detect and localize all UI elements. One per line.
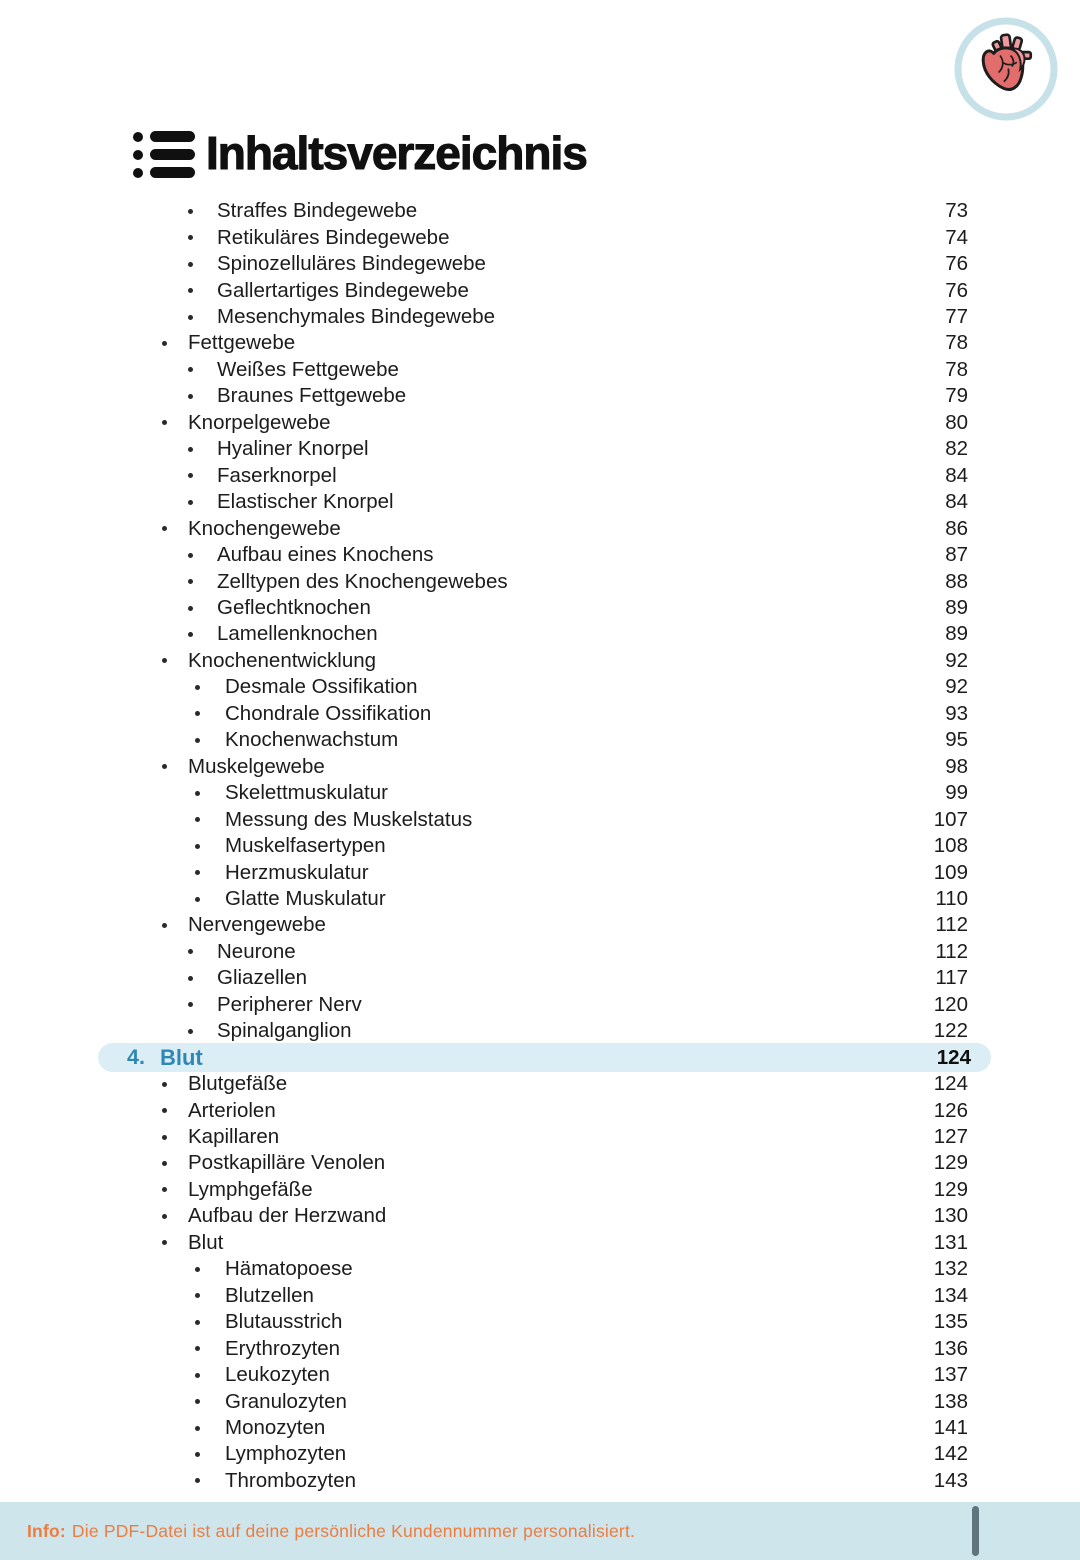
- toc-chapter-number: 4.: [127, 1045, 145, 1070]
- bullet-icon: [195, 1267, 200, 1272]
- bullet-icon: [188, 1029, 193, 1034]
- toc-page-number: 122: [933, 1019, 968, 1043]
- toc-page-number: 138: [933, 1389, 968, 1413]
- toc-page-number: 76: [945, 278, 968, 302]
- footer-info-label: Info:: [27, 1520, 66, 1541]
- toc-row[interactable]: [98, 357, 991, 383]
- toc-row[interactable]: [98, 1230, 991, 1256]
- toc-row[interactable]: [98, 1124, 991, 1150]
- toc-row[interactable]: [98, 674, 991, 700]
- bullet-icon: [188, 553, 193, 558]
- toc-label: Leukozyten: [225, 1363, 330, 1387]
- bullet-icon: [162, 1214, 167, 1219]
- toc-row[interactable]: [98, 330, 991, 356]
- toc-row[interactable]: [98, 965, 991, 991]
- toc-page-number: 76: [945, 252, 968, 276]
- list-icon-row: [133, 131, 195, 142]
- toc-label: Blut: [159, 1044, 203, 1070]
- bullet-icon: [195, 1399, 200, 1404]
- toc-label: Thrombozyten: [225, 1468, 357, 1492]
- toc-page-number: 126: [933, 1098, 968, 1122]
- footer-info-text: Die PDF-Datei ist auf deine persönliche Kundennummer personalisiert.: [71, 1520, 636, 1541]
- bullet-icon: [162, 658, 167, 663]
- bullet-icon: [195, 897, 200, 902]
- toc-label: Hämatopoese: [225, 1257, 353, 1281]
- list-icon: [133, 131, 195, 178]
- toc-label: Weißes Fettgewebe: [217, 357, 399, 381]
- toc-row[interactable]: [98, 568, 991, 594]
- toc-row[interactable]: [98, 224, 991, 250]
- bullet-icon: [162, 526, 167, 531]
- toc-page-number: 129: [933, 1177, 968, 1201]
- toc-label: Gliazellen: [217, 966, 308, 990]
- toc-row[interactable]: [98, 859, 991, 885]
- bullet-icon: [195, 844, 200, 849]
- toc-label: Fettgewebe: [188, 331, 296, 355]
- toc-label: Straffes Bindegewebe: [217, 199, 418, 223]
- toc-page-number: 84: [945, 463, 968, 487]
- toc-page-number: 124: [936, 1045, 971, 1069]
- toc-label: Granulozyten: [225, 1389, 347, 1413]
- toc-page-number: 134: [933, 1283, 968, 1307]
- bullet-icon: [188, 262, 193, 267]
- toc-row[interactable]: [98, 912, 991, 938]
- toc-label: Gallertartiges Bindegewebe: [217, 278, 469, 302]
- bullet-icon: [195, 791, 200, 796]
- toc-label: Muskelfasertypen: [225, 834, 386, 858]
- toc-row[interactable]: [98, 463, 991, 489]
- toc-row[interactable]: [98, 515, 991, 541]
- toc-page-number: 130: [933, 1204, 968, 1228]
- bullet-icon: [195, 685, 200, 690]
- toc-row[interactable]: [98, 806, 991, 832]
- toc-page-number: 141: [933, 1416, 968, 1440]
- toc-row[interactable]: [98, 992, 991, 1018]
- bullet-icon: [162, 923, 167, 928]
- bullet-icon: [188, 394, 193, 399]
- bullet-icon: [188, 579, 193, 584]
- toc-list: [98, 198, 991, 1494]
- page-title: Inhaltsverzeichnis: [206, 127, 587, 179]
- bullet-icon: [188, 235, 193, 240]
- toc-label: Spinalganglion: [217, 1019, 352, 1043]
- toc-label: Desmale Ossifikation: [225, 675, 418, 699]
- toc-label: Messung des Muskelstatus: [225, 807, 473, 831]
- toc-page-number: 117: [935, 966, 968, 990]
- toc-row[interactable]: [98, 1256, 991, 1282]
- toc-label: Geflechtknochen: [217, 596, 371, 620]
- toc-page-number: 127: [933, 1125, 968, 1149]
- bullet-icon: [162, 1108, 167, 1113]
- toc-label: Knochenentwicklung: [188, 648, 377, 672]
- bullet-icon: [188, 632, 193, 637]
- bullet-icon: [188, 209, 193, 214]
- toc-label: Hyaliner Knorpel: [217, 437, 369, 461]
- toc-page-number: 95: [945, 728, 968, 752]
- toc-label: Kapillaren: [188, 1125, 280, 1149]
- bullet-icon: [195, 1373, 200, 1378]
- toc-label: Lymphgefäße: [188, 1177, 313, 1201]
- toc-page-number: 112: [935, 913, 968, 937]
- toc-label: Skelettmuskulatur: [225, 781, 388, 805]
- toc-row[interactable]: [98, 621, 991, 647]
- list-icon-row: [133, 149, 195, 160]
- bullet-icon: [188, 949, 193, 954]
- toc-page-number: 136: [933, 1336, 968, 1360]
- toc-label: Aufbau der Herzwand: [188, 1204, 387, 1228]
- bullet-icon: [195, 1346, 200, 1351]
- toc-page-number: 77: [945, 305, 968, 329]
- toc-page-number: 78: [945, 331, 968, 355]
- toc-row[interactable]: [98, 251, 991, 277]
- toc-label: Retikuläres Bindegewebe: [217, 225, 450, 249]
- page-divider-bar: [972, 1506, 979, 1556]
- footer: [0, 1502, 1080, 1560]
- toc-page-number: 99: [945, 781, 968, 805]
- toc-chapter-row[interactable]: [98, 1043, 991, 1072]
- toc-row[interactable]: [98, 939, 991, 965]
- toc-page-number: 132: [933, 1257, 968, 1281]
- toc-page-number: 89: [945, 622, 968, 646]
- toc-row[interactable]: [98, 754, 991, 780]
- bullet-icon: [195, 1426, 200, 1431]
- toc-row[interactable]: [98, 277, 991, 303]
- bullet-icon: [188, 447, 193, 452]
- toc-row[interactable]: [98, 727, 991, 753]
- toc-page-number: 93: [945, 701, 968, 725]
- toc-page-number: 88: [945, 569, 968, 593]
- toc-row[interactable]: [98, 489, 991, 515]
- toc-label: Knorpelgewebe: [188, 410, 331, 434]
- toc-label: Glatte Muskulatur: [225, 887, 386, 910]
- toc-page-number: 120: [933, 992, 968, 1016]
- toc-page-number: 80: [945, 410, 968, 434]
- bullet-icon: [162, 1161, 167, 1166]
- toc-label: Nervengewebe: [188, 913, 326, 937]
- toc-label: Blutgefäße: [188, 1072, 288, 1096]
- anatomical-heart-icon: [954, 17, 1058, 121]
- toc-label: Mesenchymales Bindegewebe: [217, 305, 496, 329]
- toc-page-number: 89: [945, 596, 968, 620]
- toc-row[interactable]: [98, 1283, 991, 1309]
- toc-page-number: 92: [945, 675, 968, 699]
- toc-row[interactable]: [98, 1097, 991, 1123]
- toc-row[interactable]: [98, 436, 991, 462]
- heart-logo: [954, 17, 1058, 121]
- toc-label: Herzmuskulatur: [225, 860, 369, 884]
- toc-label: Blut: [188, 1230, 224, 1254]
- bullet-icon: [162, 1082, 167, 1087]
- bullet-icon: [188, 606, 193, 611]
- toc-page-number: 108: [933, 834, 968, 858]
- toc-row[interactable]: [98, 1415, 991, 1441]
- bullet-icon: [195, 1452, 200, 1457]
- bullet-icon: [195, 1478, 200, 1483]
- toc-label: Faserknorpel: [217, 463, 337, 487]
- bullet-icon: [162, 1240, 167, 1245]
- toc-label: Chondrale Ossifikation: [225, 701, 432, 725]
- bullet-icon: [195, 870, 200, 875]
- toc-label: Elastischer Knorpel: [217, 490, 394, 514]
- toc-row[interactable]: [98, 833, 991, 859]
- toc-page-number: 131: [933, 1230, 968, 1254]
- toc-row[interactable]: [98, 1388, 991, 1414]
- toc-row[interactable]: [98, 1441, 991, 1467]
- toc-page-number: 98: [945, 754, 968, 778]
- toc-page-number: 107: [933, 807, 968, 831]
- toc-page-number: 86: [945, 516, 968, 540]
- bullet-icon: [162, 764, 167, 769]
- toc-row[interactable]: [98, 648, 991, 674]
- bullet-icon: [162, 420, 167, 425]
- bullet-icon: [188, 473, 193, 478]
- toc-row[interactable]: [98, 383, 991, 409]
- toc-page-number: 84: [945, 490, 968, 514]
- bullet-icon: [162, 1135, 167, 1140]
- bullet-icon: [195, 738, 200, 743]
- bullet-icon: [195, 1320, 200, 1325]
- toc-label: Monozyten: [225, 1416, 326, 1440]
- toc-row[interactable]: [98, 886, 991, 912]
- toc-label: Postkapilläre Venolen: [188, 1151, 386, 1175]
- bullet-icon: [195, 1293, 200, 1298]
- toc-label: Knochenwachstum: [225, 728, 399, 752]
- toc-row[interactable]: [98, 542, 991, 568]
- toc-page-number: 87: [945, 543, 968, 567]
- toc-row[interactable]: [98, 595, 991, 621]
- bullet-icon: [188, 1002, 193, 1007]
- toc-row[interactable]: [98, 1177, 991, 1203]
- toc-label: Erythrozyten: [225, 1336, 341, 1360]
- toc-row[interactable]: [98, 1468, 991, 1494]
- toc-label: Lymphozyten: [225, 1442, 347, 1466]
- toc-row[interactable]: [98, 780, 991, 806]
- toc-label: Peripherer Nerv: [217, 992, 362, 1016]
- toc-row[interactable]: [98, 1335, 991, 1361]
- bullet-icon: [195, 817, 200, 822]
- toc-page-number: 110: [935, 887, 968, 910]
- toc-row[interactable]: [98, 1309, 991, 1335]
- toc-page-number: 73: [945, 199, 968, 223]
- toc-page-number: 143: [933, 1468, 968, 1492]
- toc-page-number: 137: [933, 1363, 968, 1387]
- toc-label: Arteriolen: [188, 1098, 276, 1122]
- toc-page-number: 129: [933, 1151, 968, 1175]
- toc-label: Blutzellen: [225, 1283, 314, 1307]
- toc-label: Braunes Fettgewebe: [217, 384, 407, 408]
- toc-row[interactable]: [98, 1362, 991, 1388]
- bullet-icon: [195, 711, 200, 716]
- toc-row[interactable]: [98, 1018, 991, 1044]
- bullet-icon: [188, 367, 193, 372]
- toc-label: Neurone: [217, 939, 296, 963]
- toc-label: Muskelgewebe: [188, 754, 325, 778]
- toc-page-number: 82: [945, 437, 968, 461]
- toc-page-number: 79: [945, 384, 968, 408]
- toc-page-number: 74: [945, 225, 968, 249]
- list-icon-row: [133, 167, 195, 178]
- bullet-icon: [188, 288, 193, 293]
- toc-page-number: 92: [945, 648, 968, 672]
- toc-label: Aufbau eines Knochens: [217, 543, 434, 567]
- toc-row[interactable]: [98, 701, 991, 727]
- toc-page-number: 109: [933, 860, 968, 884]
- toc-row[interactable]: [98, 1150, 991, 1176]
- toc-row[interactable]: [98, 304, 991, 330]
- toc-page-number: 124: [933, 1072, 968, 1096]
- toc-row[interactable]: [98, 1071, 991, 1097]
- toc-label: Lamellenknochen: [217, 622, 378, 646]
- toc-row[interactable]: [98, 410, 991, 436]
- bullet-icon: [162, 1187, 167, 1192]
- bullet-icon: [188, 500, 193, 505]
- bullet-icon: [188, 315, 193, 320]
- footer-info: [27, 1502, 635, 1560]
- toc-row[interactable]: [98, 198, 991, 224]
- toc-label: Knochengewebe: [188, 516, 341, 540]
- toc-page-number: 135: [933, 1310, 968, 1334]
- toc-label: Zelltypen des Knochengewebes: [217, 569, 508, 593]
- toc-page-number: 112: [935, 939, 968, 963]
- bullet-icon: [162, 341, 167, 346]
- toc-page-number: 78: [945, 357, 968, 381]
- toc-label: Blutausstrich: [225, 1310, 343, 1334]
- toc-row[interactable]: [98, 1203, 991, 1229]
- toc-page-number: 142: [933, 1442, 968, 1466]
- bullet-icon: [188, 976, 193, 981]
- toc-label: Spinozelluläres Bindegewebe: [217, 252, 486, 276]
